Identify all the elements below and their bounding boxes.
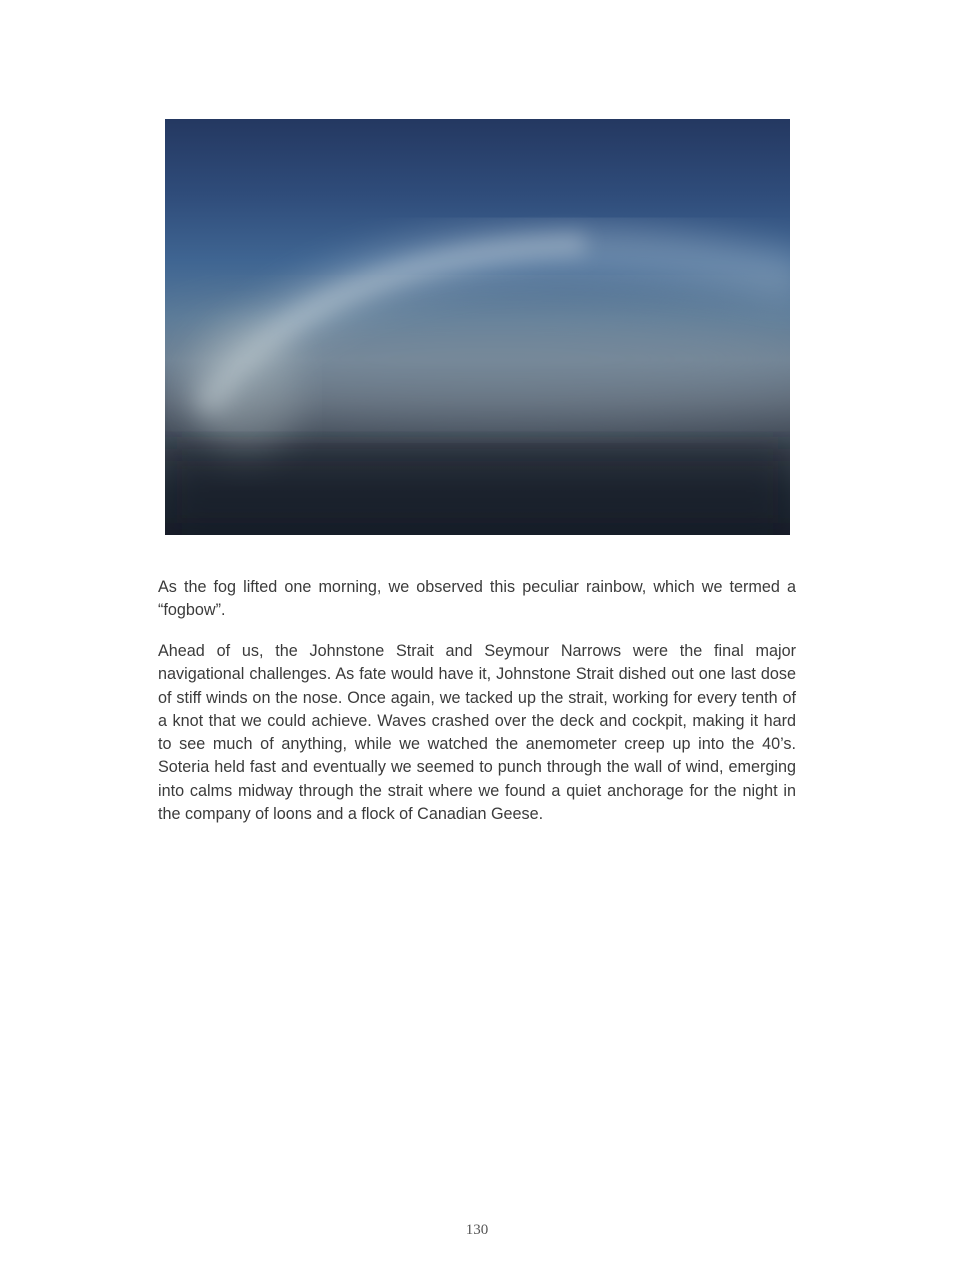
photo-caption: As the fog lifted one morning, we observed this peculiar rainbow, which we termed a “fogbow”.: [158, 578, 796, 620]
fogbow-image: [165, 119, 790, 535]
page-number: 130: [465, 1222, 489, 1238]
body-paragraph: Ahead of us, the Johnstone Strait and Seymour Narrows were the final major navigational challenges. As fate would have it, Johnstone Strait dished out one last dose of stiff winds on the nose. Once again, we tacked up the strait, working for every tenth of a knot that we could achieve. Waves crashed over the deck and cockpit, making it hard to see much of anything, while we watched the anemometer creep up into the 40’s. Soteria held fast and eventually we seemed to punch through the wall of wind, emerging into calms midway through the strait where we found a quiet anchorage for the night in the company of loons and a flock of Canadian Geese.: [158, 642, 796, 824]
fogbow-photo: [165, 119, 790, 535]
fog-patch: [190, 319, 300, 459]
dark-water: [165, 449, 790, 535]
